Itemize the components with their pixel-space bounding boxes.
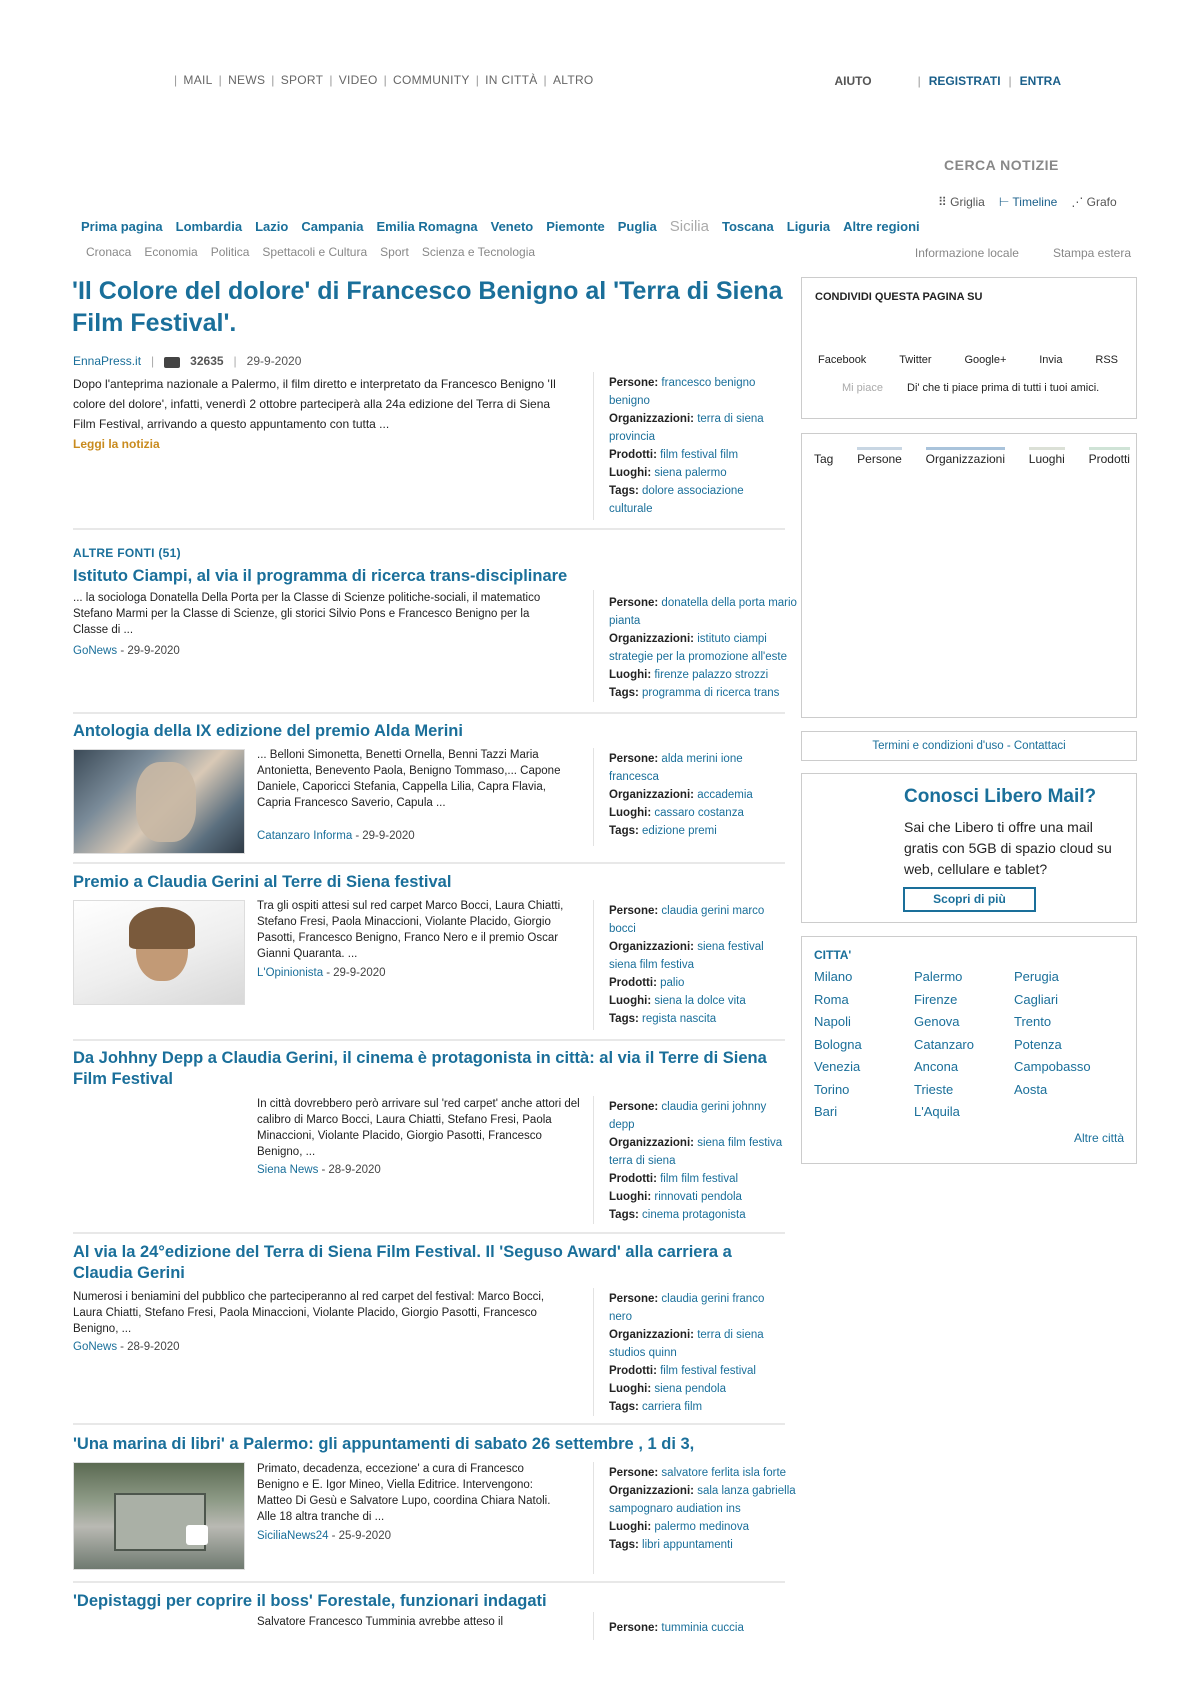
tag-value[interactable]: siena pendola [654,1383,726,1395]
tag-value[interactable]: francesco benigno benigno [609,377,756,407]
tag-row [609,992,789,1010]
tag-row [609,374,789,410]
region-toscana[interactable]: Toscana [721,219,774,234]
article-snippet: Dopo l'anteprima nazionale a Palermo, il film diretto e interpretato da Francesco Benigno 'Il colore del dolore', infatti, venerdì 2 ottobre parteciperà alla 24a edizione del Terra di Siena Film Festival, arrivando a questo appuntamento con tutta ... [73,377,556,431]
tag-row [609,804,789,822]
city-link[interactable]: Aosta [1014,1081,1048,1097]
read-more-link[interactable]: Leggi la notizia [73,437,160,451]
divider [73,712,785,714]
cat-stampa-estera[interactable]: Stampa estera [1052,246,1131,260]
tag-key: Organizzazioni: [609,1485,694,1497]
tag-row [609,1206,789,1224]
article-tags [609,1290,789,1416]
tag-value[interactable]: siena la dolce vita [654,995,746,1007]
article-snippet: ... Belloni Simonetta, Benetti Ornella, Benni Tazzi Maria Antonietta, Benevento Paola, Benigno Tommaso,... Capone Daniele, Caporicci Stefania, Cappella Lilia, Capra Flavia, Capria Francesco Saverio, Capula ... [257,749,561,809]
separator: | [383,73,387,87]
separator: - [326,967,331,979]
cities-col-3 [1014,966,1091,1101]
tag-value[interactable]: dolore associazione culturale [609,485,744,515]
tag-key: Luoghi: [609,467,652,479]
search-news-label[interactable]: CERCA NOTIZIE [944,157,1059,173]
tag-row [609,902,789,938]
region-liguria[interactable]: Liguria [786,219,831,234]
tag-key: Persone: [609,1622,659,1634]
tag-row [609,410,789,446]
article-meta [257,1164,381,1176]
article-source[interactable]: Siena News [257,1164,319,1176]
tag-row [609,1326,789,1362]
tag-key: Prodotti: [609,977,657,989]
tag-row [609,1619,789,1637]
separator: - [321,1164,326,1176]
article-title[interactable]: 'Una marina di libri' a Palermo: gli appuntamenti di sabato 26 settembre , 1 di 3, [73,1435,695,1453]
photo-logo [186,1525,208,1545]
tag-value[interactable]: siena film festiva terra di siena [609,1137,783,1167]
article-meta [257,967,386,979]
city-link[interactable]: Cagliari [1014,991,1059,1007]
tag-row [609,1482,804,1518]
article-tags [609,1098,789,1224]
tag-key: Persone: [609,597,659,609]
camera-icon [164,357,180,368]
like-button[interactable]: Mi piace [842,382,883,394]
separator: | [1008,74,1012,88]
divider [593,372,594,520]
cities-col-1 [814,966,862,1124]
separator: - [120,645,125,657]
account-nav [835,74,1062,88]
tab-persone[interactable]: Persone [857,447,902,466]
region-piemonte[interactable]: Piemonte [546,219,605,234]
article-title[interactable]: Antologia della IX edizione del premio Alda Merini [73,722,463,740]
share-title: CONDIVIDI QUESTA PAGINA SU [815,291,983,303]
top-nav [168,73,594,87]
tag-row [609,1134,789,1170]
city-link[interactable]: Milano [814,969,853,984]
divider [593,1462,594,1574]
tag-key: Persone: [609,905,659,917]
other-sources-label: ALTRE FONTI (51) [73,546,181,560]
tag-value[interactable]: rinnovati pendola [654,1191,742,1203]
article-thumbnail[interactable] [73,749,245,854]
tag-row [609,1188,789,1206]
city-link[interactable]: Bari [814,1104,838,1119]
tag-key: Persone: [609,377,659,389]
divider [73,862,785,864]
divider [593,1288,594,1416]
tag-value[interactable]: siena palermo [654,467,727,479]
separator: | [174,73,178,87]
tag-value[interactable]: istituto ciampi strategie per la promozione all'este [609,633,787,663]
tag-key: Persone: [609,1467,659,1479]
city-link[interactable]: Ancona [914,1059,959,1074]
article-meta [257,830,415,842]
article-title[interactable]: Al via la 24°edizione del Terra di Siena Film Festival. Il 'Seguso Award' alla carriera a Claudia Gerini [73,1243,732,1282]
city-link[interactable]: Genova [914,1014,960,1029]
city-link[interactable]: Palermo [914,969,963,984]
article-source[interactable]: GoNews [73,1341,118,1353]
region-nav [81,219,933,236]
tag-key: Organizzazioni: [609,633,694,645]
tag-key: Luoghi: [609,669,652,681]
tag-key: Prodotti: [609,1173,657,1185]
city-link[interactable]: Torino [814,1081,850,1097]
tag-row [609,822,789,840]
tag-value[interactable]: alda merini ione francesca [609,753,743,783]
region-campania[interactable]: Campania [301,219,364,234]
tag-row [609,786,789,804]
article-snippet: Tra gli ospiti attesi sul red carpet Marco Bocci, Laura Chiatti, Stefano Fresi, Paola Minaccioni, Violante Placido, Giorgio Pasotti, Francesco Benigno, Franco Nero e il premio Oscar Gianni Quaranta. ... [257,900,564,960]
tag-value[interactable]: donatella della porta mario pianta [609,597,797,627]
divider [73,1423,785,1425]
article-date: 29-9-2020 [333,967,386,979]
city-link[interactable]: Campobasso [1014,1059,1091,1074]
tag-key: Tags: [609,1013,639,1025]
separator: - [331,1530,336,1542]
city-link[interactable]: Venezia [814,1059,861,1074]
tag-key: Persone: [609,1101,659,1113]
article-meta [73,354,301,368]
grid-icon: ⠿ [938,195,947,209]
article-source[interactable]: L'Opinionista [257,967,324,979]
more-cities-link[interactable]: Altre città [1073,1131,1124,1145]
tag-value[interactable]: palermo medinova [654,1521,749,1533]
article-snippet: In città dovrebbero però arrivare sul 'red carpet' anche attori del calibro di Marco Bocci, Laura Chiatti, Stefano Fresi, Paola Minaccioni, Violante Placido, Giorgio Pasotti, Francesco Benigno, ... [257,1098,580,1158]
article-source[interactable]: SiciliaNews24 [257,1530,329,1542]
category-nav [86,245,548,259]
tag-row [609,482,789,518]
tag-key: Persone: [609,1293,659,1305]
region-lazio[interactable]: Lazio [255,219,289,234]
cat-sport[interactable]: Sport [380,245,409,259]
tag-row [609,1464,804,1482]
tag-value[interactable]: terra di siena provincia [609,413,764,443]
separator: - [120,1341,125,1353]
view-count: 32635 [190,354,224,368]
tag-row [609,1362,789,1380]
tag-key: Luoghi: [609,995,652,1007]
nav-video[interactable]: VIDEO [338,73,378,87]
tag-key: Luoghi: [609,1191,652,1203]
tag-value[interactable]: claudia gerini marco bocci [609,905,765,935]
tag-key: Organizzazioni: [609,789,694,801]
view-graph-label: Grafo [1086,195,1117,209]
divider [73,1232,785,1234]
tag-key: Tags: [609,1539,639,1551]
nav-in-citta[interactable]: IN CITTÀ [485,73,538,87]
tag-row [609,1380,789,1398]
tag-row [609,446,789,464]
article-meta [257,1530,391,1542]
promo-title: Conosci Libero Mail? [904,786,1097,807]
cat-economia[interactable]: Economia [144,245,198,259]
share-google-plus[interactable]: Google+ [964,354,1007,366]
city-link[interactable]: Roma [814,991,849,1007]
divider [73,1039,785,1041]
promo-text: Sai che Libero ti offre una mail gratis con 5GB di spazio cloud su web, cellulare e tablet? [904,819,1112,877]
tag-value[interactable]: programma di ricerca trans [642,687,780,699]
cat-informazione-locale[interactable]: Informazione locale [914,246,1019,260]
cities-col-2 [914,966,974,1124]
separator: | [271,73,275,87]
tag-value[interactable]: palio [660,977,685,989]
city-link[interactable]: Trieste [914,1081,954,1097]
article-title[interactable]: Istituto Ciampi, al via il programma di ricerca trans-disciplinare [73,567,568,585]
tag-row [609,938,789,974]
view-timeline[interactable] [999,195,1057,209]
share-links [818,354,1118,366]
region-altre[interactable]: Altre regioni [843,219,920,234]
tag-key: Tags: [609,1209,639,1221]
tag-box [801,433,1137,718]
tag-key: Luoghi: [609,807,652,819]
tag-row [609,1010,789,1028]
tag-key: Tags: [609,825,639,837]
tag-key: Tags: [609,687,639,699]
view-timeline-label: Timeline [1012,195,1058,209]
separator: | [475,73,480,87]
tag-row [609,1518,804,1536]
portrait-face [136,762,196,842]
separator: - [355,830,360,842]
divider [73,1581,785,1583]
tag-value[interactable]: edizione premi [642,825,717,837]
tag-key: Prodotti: [609,1365,657,1377]
share-facebook[interactable]: Facebook [818,354,867,366]
tag-key: Organizzazioni: [609,413,694,425]
tag-value[interactable]: siena festival siena film festiva [609,941,764,971]
tag-key: Luoghi: [609,1383,652,1395]
tag-value[interactable]: carriera film [642,1401,703,1413]
divider [593,1612,594,1640]
article-date: 29-9-2020 [246,354,302,368]
tag-row [609,1290,789,1326]
tab-prodotti[interactable]: Prodotti [1089,447,1130,466]
separator: | [329,73,333,87]
tag-row [609,594,804,630]
tag-value[interactable]: tumminia cuccia [661,1622,744,1634]
tag-value[interactable]: film film festival [660,1173,739,1185]
article-snippet: Numerosi i beniamini del pubblico che parteciperanno al red carpet del festival: Marco Bocci, Laura Chiatti, Stefano Fresi, Paola Minaccioni, Violante Placido, Giorgio Pasotti, Francesco Benigno, ... [73,1291,545,1335]
tag-key: Tags: [609,1401,639,1413]
separator: | [151,354,155,368]
tag-value[interactable]: cassaro costanza [654,807,744,819]
cities-title: CITTA' [814,948,852,962]
article-tags [609,750,789,840]
cities-box [801,936,1137,1164]
article-tags [609,594,804,702]
tag-value[interactable]: film festival film [660,449,739,461]
share-box [801,277,1137,419]
libero-promo [801,773,1137,923]
tag-value[interactable]: firenze palazzo strozzi [654,669,769,681]
region-veneto[interactable]: Veneto [490,219,534,234]
article-date: 29-9-2020 [127,645,180,657]
nav-news[interactable]: NEWS [228,73,266,87]
tag-row [609,464,789,482]
city-link[interactable]: L'Aquila [914,1104,960,1119]
tag-value[interactable]: accademia [697,789,753,801]
view-switcher [938,195,1117,209]
divider [593,748,594,846]
article-source[interactable]: EnnaPress.it [73,354,142,368]
discover-button[interactable]: Scopri di più [903,887,1036,912]
article-title[interactable]: Premio a Claudia Gerini al Terre di Siena festival [73,873,452,891]
tag-row [609,666,804,684]
tag-row [609,630,804,666]
separator: | [917,74,921,88]
city-link[interactable]: Catanzaro [914,1036,974,1052]
tag-key: Prodotti: [609,449,657,461]
divider [73,528,785,530]
region-emilia-romagna[interactable]: Emilia Romagna [376,219,478,234]
tag-key: Tags: [609,485,639,497]
tab-luoghi[interactable]: Luoghi [1029,447,1065,466]
article-thumbnail[interactable] [73,1462,245,1570]
view-grid-label: Griglia [950,195,985,209]
cat-politica[interactable]: Politica [210,245,250,259]
tag-value[interactable]: claudia gerini franco nero [609,1293,765,1323]
nav-sport[interactable]: SPORT [280,73,324,87]
login-link[interactable]: ENTRA [1019,74,1061,88]
city-link[interactable]: Bologna [814,1036,862,1052]
region-puglia[interactable]: Puglia [617,219,657,234]
article-tags [609,374,789,518]
tag-tabs [814,452,1130,471]
share-twitter[interactable]: Twitter [899,354,932,366]
article-snippet: Primato, decadenza, eccezione' a cura di Francesco Benigno e E. Igor Mineo, Viella Editrice. Intervengono: Matteo Di Gesù e Salvatore Lupo, coordina Chiara Natoli. Alle 18 altra tranche di ... [257,1463,551,1523]
portrait-hair [129,907,195,949]
tag-key: Organizzazioni: [609,1329,694,1341]
article-source[interactable]: GoNews [73,645,118,657]
nav-mail[interactable]: MAIL [183,73,213,87]
share-rss[interactable]: RSS [1095,354,1118,366]
tag-key: Luoghi: [609,1521,652,1533]
city-link[interactable]: Firenze [914,991,958,1007]
terms-link[interactable]: Termini e condizioni d'uso - Contattaci [872,740,1066,752]
region-lombardia[interactable]: Lombardia [175,219,243,234]
city-link[interactable]: Trento [1014,1014,1052,1029]
article-title[interactable]: 'Depistaggi per coprire il boss' Forestale, funzionari indagati [73,1592,547,1610]
like-text: Di' che ti piace prima di tutti i tuoi amici. [907,382,1100,394]
separator: | [233,354,237,368]
article-tags [609,1619,789,1637]
region-sicilia[interactable]: Sicilia [669,218,709,235]
article-snippet: ... la sociologa Donatella Della Porta per la Classe di Scienze politiche-sociali, il matematico Stefano Marmi per la Classe di Scienze, gli storici Silvio Pons e Francesco Benigno per la Classe di ... [73,592,541,636]
region-prima-pagina[interactable]: Prima pagina [81,219,163,234]
article-snippet: Salvatore Francesco Tumminia avrebbe atteso il [257,1616,504,1628]
nav-altro[interactable]: ALTRO [552,73,594,87]
tag-row [609,1536,804,1554]
tag-key: Organizzazioni: [609,1137,694,1149]
tag-row [609,750,789,786]
article-date: 28-9-2020 [328,1164,381,1176]
article-source[interactable]: Catanzaro Informa [257,830,353,842]
tag-row [609,1170,789,1188]
category-nav-right [915,246,1131,260]
tab-organizzazioni[interactable]: Organizzazioni [926,447,1005,466]
tag-value[interactable]: film festival festival [660,1365,756,1377]
tab-tag[interactable]: Tag [814,452,834,466]
divider [593,900,594,1030]
article-meta [73,645,180,657]
city-link[interactable]: Potenza [1014,1036,1062,1052]
tag-value[interactable]: terra di siena studios quinn [609,1329,764,1359]
tag-row [609,1098,789,1134]
article-meta [73,1341,180,1353]
city-link[interactable]: Perugia [1014,969,1059,984]
tag-row [609,1398,789,1416]
cat-scienza[interactable]: Scienza e Tecnologia [421,245,536,259]
article-title[interactable]: Da Johhny Depp a Claudia Gerini, il cinema è protagonista in città: al via il Terre di Siena Film Festival [73,1049,767,1088]
article-tags [609,902,789,1028]
separator: | [543,73,547,87]
city-link[interactable]: Napoli [814,1014,851,1029]
graph-icon: ⋰ [1071,195,1084,209]
separator: | [218,73,223,87]
cat-spettacoli[interactable]: Spettacoli e Cultura [262,245,368,259]
tag-value[interactable]: cinema protagonista [642,1209,746,1221]
divider [593,590,594,702]
view-grid[interactable] [938,195,985,209]
tag-value[interactable]: libri appuntamenti [642,1539,733,1551]
tag-key: Persone: [609,753,659,765]
tag-value[interactable]: regista nascita [642,1013,717,1025]
divider [593,1096,594,1224]
tag-row [609,974,789,992]
nav-community[interactable]: COMMUNITY [393,73,470,87]
article-tags [609,1464,804,1554]
article-date: 28-9-2020 [127,1341,180,1353]
article-thumbnail[interactable] [73,900,245,1005]
view-graph[interactable] [1071,195,1116,209]
tag-value[interactable]: salvatore ferlita isla forte [661,1467,787,1479]
tag-key: Organizzazioni: [609,941,694,953]
register-link[interactable]: REGISTRATI [928,74,1001,88]
article-date: 29-9-2020 [362,830,415,842]
share-email[interactable]: Invia [1039,354,1063,366]
article-date: 25-9-2020 [338,1530,391,1542]
timeline-icon: ⊢ [998,195,1010,209]
terms-box [801,731,1137,761]
help-link[interactable]: AIUTO [834,74,872,88]
cat-cronaca[interactable]: Cronaca [86,245,132,259]
tag-value[interactable]: claudia gerini johnny depp [609,1101,767,1131]
article-title[interactable]: 'Il Colore del dolore' di Francesco Benigno al 'Terra di Siena Film Festival'. [72,277,783,337]
tag-row [609,684,804,702]
tag-value[interactable]: sala lanza gabriella sampognaro audiation ins [609,1485,796,1515]
